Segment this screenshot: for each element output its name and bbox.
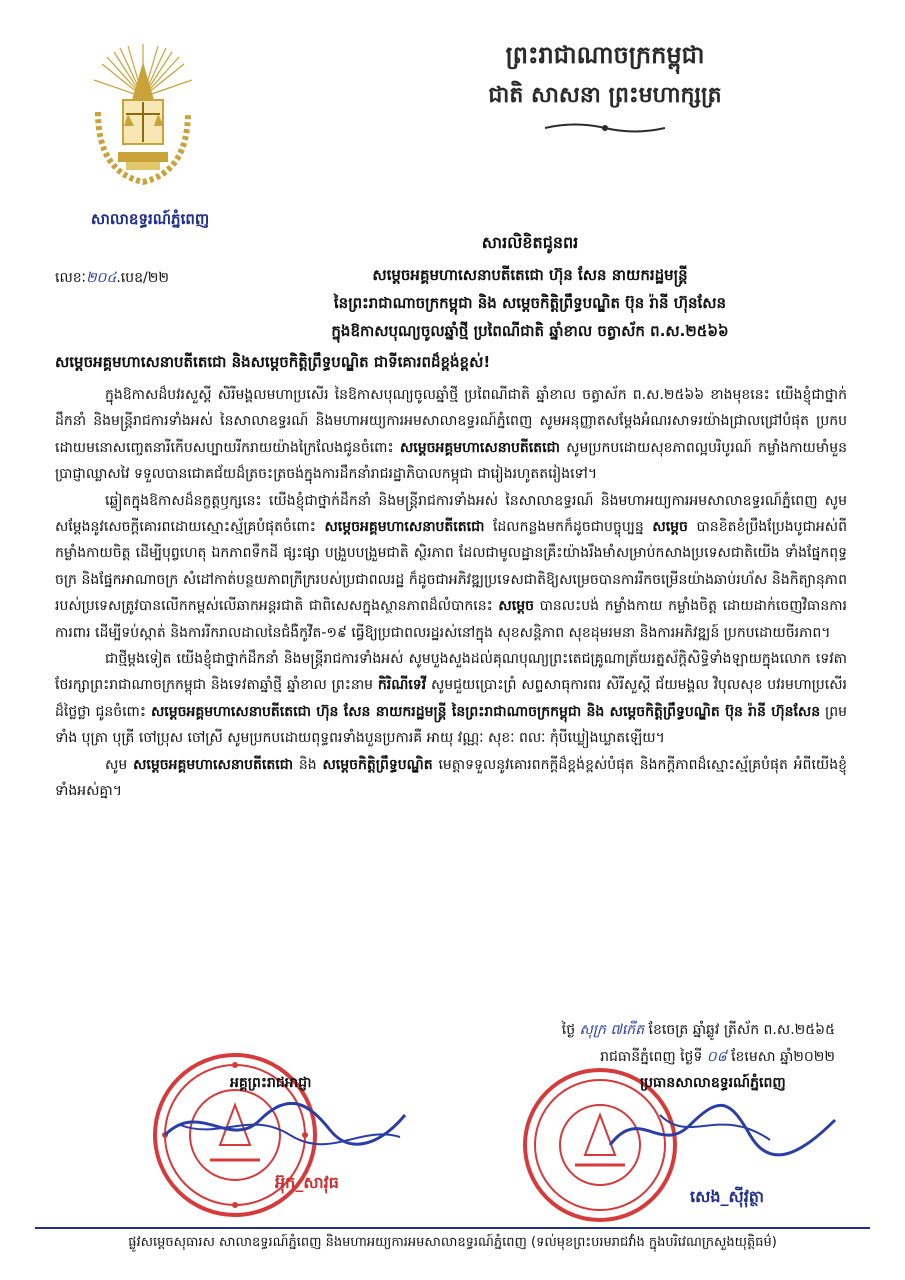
- solar-date-handwritten: ០៨: [706, 1049, 727, 1065]
- lunar-date: ថ្ងៃ សុក្រ ៧កើត ខែចេត្រ ឆ្នាំឆ្លូវ ត្រីស័ក ព.ស.២៥៦៥: [561, 1022, 835, 1038]
- reference-suffix: .បេឧ/២២: [116, 270, 169, 286]
- right-signature-icon: [600, 1095, 840, 1165]
- letter-title: សារលិខិតជូនពរ: [481, 233, 579, 252]
- paragraph-3: ជាថ្មីម្តងទៀត យើងខ្ញុំជាថ្នាក់ដឹកនាំ និងមន្ត្រីរាជការទាំងអស់ សូមបួងសួងដល់គុណបុណ្យព្រះតេជគ្រូណាត្រ័យរត្នស័ក្តិសិទ្ធិទាំងឡាយក្នុងលោក ទេវតាថែរក្សាព្រះរាជាណាចក្រកម្ពុជា និងទេវតាឆ្នាំថ្មី ឆ្នាំខាល ព្រះនាម កិរិណីទេវី សូមជួយប្រោះព្រំ សព្ទសាធុការពរ សិរីសួស្តី ជ័យមង្គល វិបុលសុខ បវរមហាប្រសើរដ៏ថ្លៃថ្លា ជូនចំពោះ សម្តេចអគ្គមហាសេនាបតីតេជោ ហ៊ុន សែន នាយករដ្ឋមន្ត្រី នៃព្រះរាជាណាចក្រកម្ពុជា និង សម្តេចកិត្តិព្រឹទ្ធបណ្ឌិត ប៊ុន រ៉ានី ហ៊ុនសែន ព្រមទាំង បុត្រា បុត្រី ចៅប្រុស ចៅស្រី សូមប្រកបដោយពុទ្ធពរទាំងបួនប្រការគឺ អាយុ វណ្ណៈ សុខៈ ពលៈ កុំបីឃ្លៀងឃ្លាតឡើយ។: [55, 651, 847, 747]
- reference-number: [55, 268, 169, 289]
- reference-label: លេខៈ: [55, 270, 86, 286]
- footer-divider: [35, 1227, 870, 1229]
- ornament-icon: [545, 121, 665, 135]
- heading-line-4: ក្នុងឱកាសបុណ្យចូលឆ្នាំថ្មី ប្រពៃណីជាតិ ឆ្នាំខាល ចត្វាស័ក ព.ស.២៥៦៦: [331, 322, 729, 340]
- right-signatory-name: សេង_ស៊ីវុត្ថា: [690, 1187, 765, 1206]
- lunar-date-handwritten: សុក្រ ៧កើត: [579, 1022, 645, 1038]
- heading-line-2: សម្តេចអគ្គមហាសេនាបតីតេជោ ហ៊ុន សែន នាយករដ្ឋមន្ត្រី: [372, 266, 688, 284]
- motto-line: ជាតិ សាសនា ព្រះមហាក្សត្រ: [488, 83, 722, 108]
- paragraph-2: ឆ្លៀតក្នុងឱកាសដ៏នក្ខត្តឫក្សនេះ យើងខ្ញុំជាថ្នាក់ដឹកនាំ និងមន្ត្រីរាជការទាំងអស់ នៃសាលាឧទ្ធរណ៍ និងមហាអយ្យការអមសាលាឧទ្ធរណ៍ភ្នំពេញ សូមសម្តែងនូវសេចក្តីគោរពដោយស្មោះស្ម័គ្របំផុតចំពោះ សម្តេចអគ្គមហាសេនាបតីតេជោ ដែលកន្លងមកក៏ដូចជាបច្ចុប្បន្ន សម្តេច បានខិតខំប្រឹងប្រែងបូជាអស់ពីកម្លាំងកាយចិត្ត ដើម្បីបុព្វហេតុ ឯកភាពទឹកដី ផ្សះផ្សា បង្រួបបង្រួមជាតិ ស្ថិរភាព ដែលជាមូលដ្ឋានគ្រឹះយ៉ាងរឹងមាំសម្រាប់កសាងប្រទេសជាតិយើង ទាំងផ្នែកពុទ្ធចក្រ និងផ្នែកអាណាចក្រ សំដៅកាត់បន្ថយភាពក្រីក្ររបស់ប្រជាពលរដ្ឋ ក៏ដូចជាអភិវឌ្ឍប្រទេសជាតិឱ្យសម្រេចបានការរីកចម្រើនយ៉ាងឆាប់រហ័ស និងកិត្យានុភាពរបស់ប្រទេសត្រូវបានលើកកម្ពស់លើឆាកអន្តរជាតិ ជាពិសេសក្នុងស្ថានភាពដ៏លំបាកនេះ សម្តេច បានលះបង់ កម្លាំងកាយ កម្លាំងចិត្ត ដោយដាក់ចេញវិធានការការពារ ដើម្បីទប់ស្កាត់ និងការរីករាលដាលនៃជំងឺកូវីត-១៩ ធ្វើឱ្យប្រជាពលរដ្ឋរស់នៅក្នុង សុខសន្តិភាព សុខដុមរមនា និងការអភិវឌ្ឍន៍ ប្រកបដោយចីរភាព។: [55, 492, 848, 641]
- national-motto: [440, 40, 770, 139]
- paragraph-1: ក្នុងឱកាសដ៏បវរសួស្តី សិរីមង្គលមហាប្រសើរ នៃឱកាសបុណ្យចូលឆ្នាំថ្មី ប្រពៃណីជាតិ ឆ្នាំខាល ចត្វាស័ក ព.ស.២៥៦៦ ខាងមុខនេះ យើងខ្ញុំជាថ្នាក់ដឹកនាំ និងមន្ត្រីរាជការទាំងអស់ នៃសាលាឧទ្ធរណ៍ និងមហាអយ្យការអមសាលាឧទ្ធរណ៍ភ្នំពេញ សូមអនុញ្ញាតសម្តែងអំណរសាទរយ៉ាងជ្រាលជ្រៅបំផុត ប្រកបដោយមនោសញ្ចេតនារីកើបសប្បាយរីករាយយ៉ាងក្រៃលែងជូនចំពោះ សម្តេចអគ្គមហាសេនាបតីតេជោ សូមប្រកបដោយសុខភាពល្អបរិបូរណ៍ កម្លាំងកាយមាំមួន ប្រាជ្ញាឈ្លាសវៃ ទទួលបានជោគជ័យដ៏ត្រចះត្រចង់ក្នុងការដឹកនាំរាជរដ្ឋាភិបាលកម្ពុជា ជារៀងរហូតតរៀងទៅ។: [55, 387, 847, 483]
- kingdom-title: ព្រះរាជាណាចក្រកម្ពុជា: [505, 41, 705, 69]
- heading-line-3: នៃព្រះរាជាណាចក្រកម្ពុជា និង សម្តេចកិត្តិព្រឹទ្ធបណ្ឌិត ប៊ុន រ៉ានី ហ៊ុនសែន: [333, 294, 727, 312]
- letter-body: [55, 382, 847, 805]
- royal-emblem-icon: [88, 42, 198, 192]
- right-signatory-title: ប្រធានសាលាឧទ្ធរណ៍ភ្នំពេញ: [640, 1075, 786, 1091]
- paragraph-4: សូម សម្តេចអគ្គមហាសេនាបតីតេជោ និង សម្តេចកិត្តិព្រឹទ្ធបណ្ឌិត មេត្តាទទួលនូវគោរពកក្តីដ៏ខ្ពង់ខ្ពស់បំផុត និងកក្តីភាពដ៏ស្មោះស្ម័គ្របំផុត អំពីយើងខ្ញុំទាំងអស់គ្នា។: [55, 756, 847, 800]
- salutation: សម្តេចអគ្គមហាសេនាបតីតេជោ និងសម្តេចកិត្តិព្រឹទ្ធបណ្ឌិត ជាទីគោរពដ៏ខ្ពង់ខ្ពស់!: [55, 353, 491, 371]
- organization-name: សាលាឧទ្ធរណ៍ភ្នំពេញ: [90, 210, 210, 228]
- left-signatory-name: អ៊ុក_សាវុធ: [275, 1173, 339, 1192]
- left-signatory-title: អគ្គព្រះរាជអាជ្ញា: [230, 1075, 312, 1091]
- left-signature-icon: [160, 1095, 410, 1155]
- reference-handwritten-number: ២០៤: [85, 270, 117, 286]
- solar-date: រាជធានីភ្នំពេញ ថ្ងៃទី ០៨ ខែមេសា ឆ្នាំ២០២២: [600, 1049, 835, 1065]
- footer-address: ផ្លូវសម្តេចសុធារស សាលាឧទ្ធរណ៍ភ្នំពេញ និងមហាអយ្យការអមសាលាឧទ្ធរណ៍ភ្នំពេញ (ទល់មុខព្រះបរមរាជវាំង ក្នុងបរិវេណក្រសួងយុត្តិធម៌): [128, 1235, 777, 1250]
